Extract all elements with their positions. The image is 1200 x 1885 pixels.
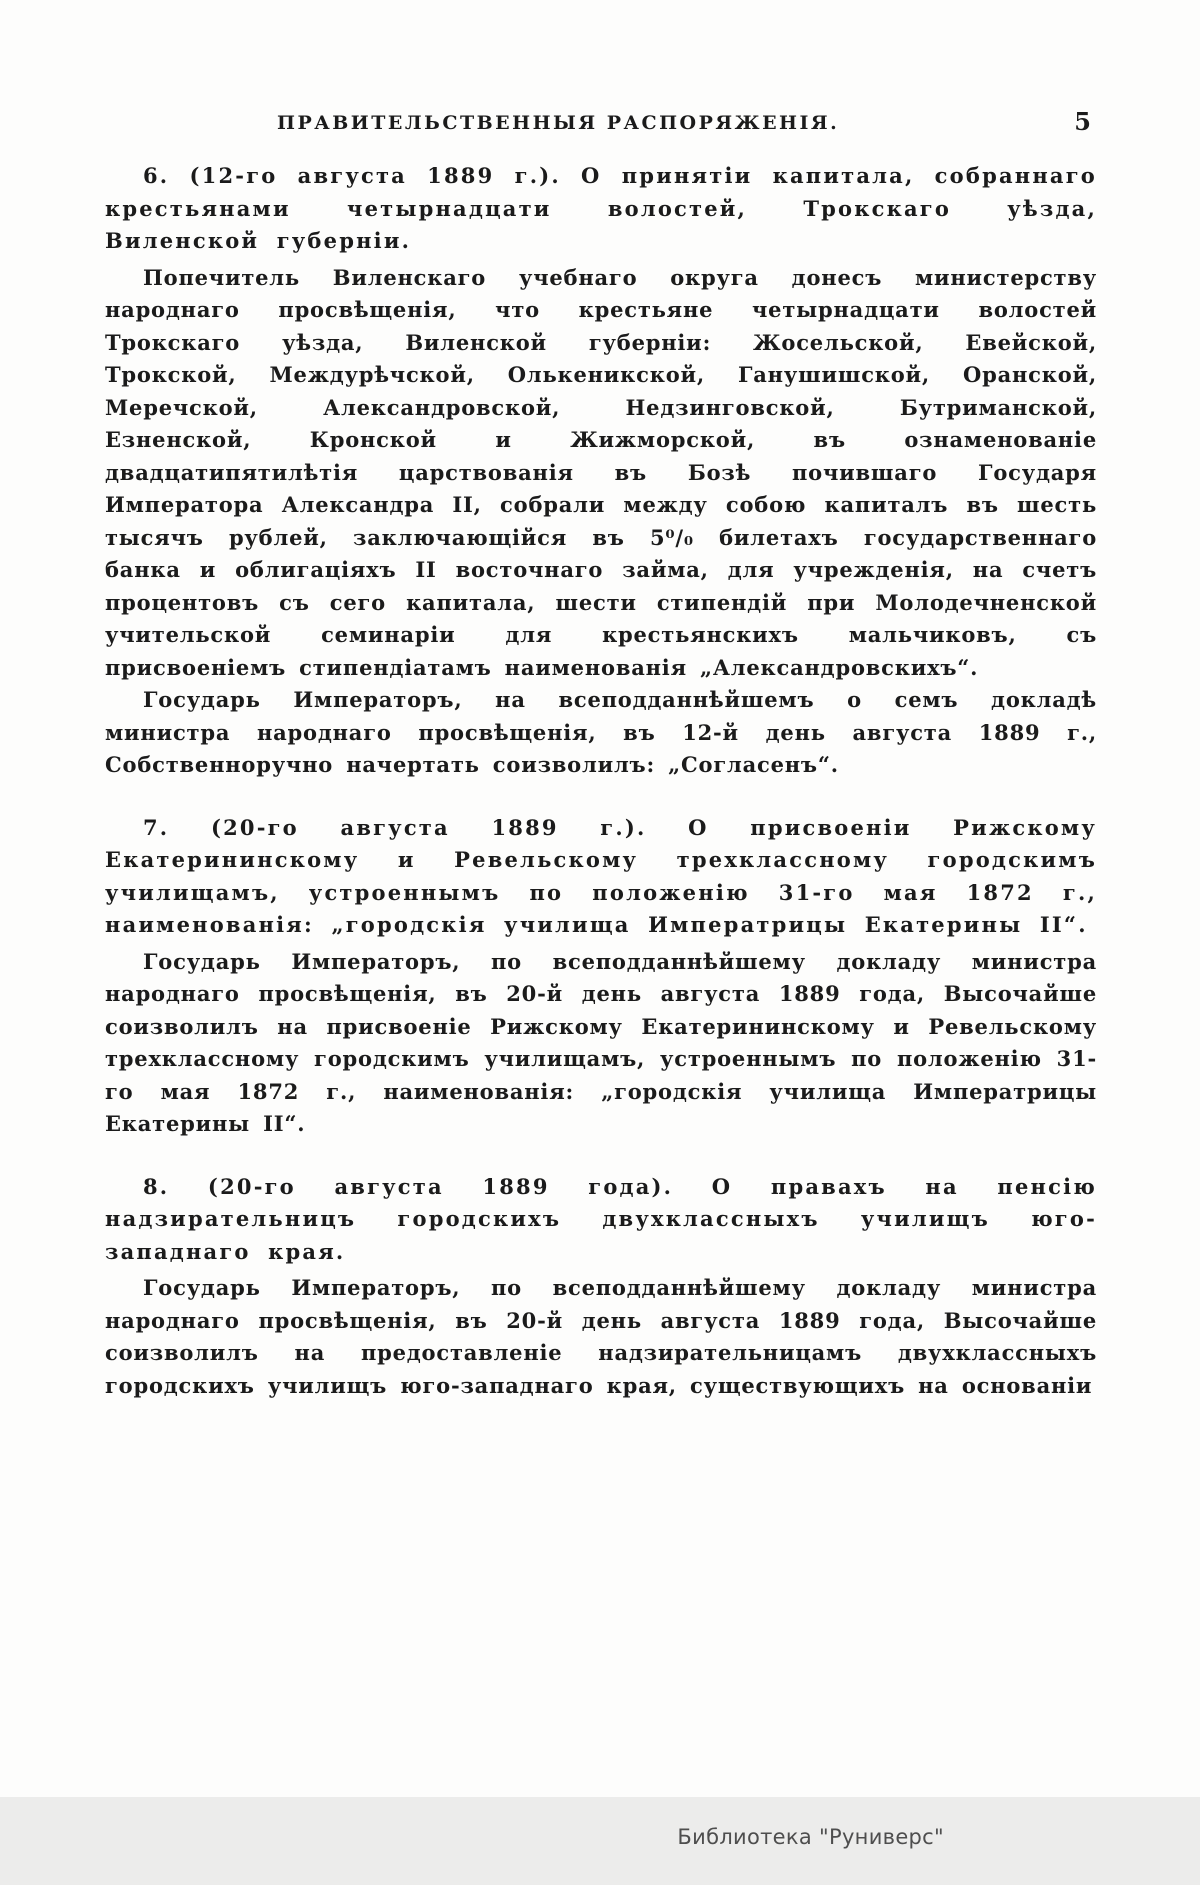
section-7	[105, 812, 1097, 1141]
page-header	[105, 107, 1097, 136]
section-8	[105, 1171, 1097, 1403]
body-paragraph: Государь Императоръ, по всеподданнѣйшему докладу министра народнаго просвѣщенія, въ 20-й день августа 1889 года, Высочайше соизволилъ на предоставленіе надзирательницамъ двухклассныхъ городскихъ училищъ юго-западнаго края, существующихъ на основаніи	[105, 1275, 1097, 1398]
section-heading: 8. (20-го августа 1889 года). О правахъ на пенсію надзирательницъ городскихъ двухклассныхъ училищъ юго-западнаго края.	[105, 1173, 1097, 1264]
section-heading: 6. (12-го августа 1889 г.). О принятіи капитала, собраннаго крестьянами четырнадцати волостей, Трокскаго уѣзда, Виленской губерніи.	[105, 163, 1097, 253]
body-paragraph: Государь Императоръ, на всеподданнѣйшемъ о семъ докладѣ министра народнаго просвѣщенія, въ 12-й день августа 1889 г., Собственноручно начертать соизволилъ: „Согласенъ“.	[105, 687, 1097, 777]
section-6	[105, 160, 1097, 782]
page-number: 5	[1074, 107, 1091, 136]
watermark-text: Библиотека "Руниверс"	[677, 1825, 944, 1849]
section-heading: 7. (20-го августа 1889 г.). О присвоеніи Рижскому Екатерининскому и Ревельскому трехклассному городскимъ училищамъ, устроеннымъ по положенію 31-го мая 1872 г., наименованія: „городскія училища Императрицы Екатерины II“.	[105, 814, 1097, 937]
body-paragraph: Государь Императоръ, по всеподданнѣйшему докладу министра народнаго просвѣщенія, въ 20-й день августа 1889 года, Высочайше соизволилъ на присвоеніе Рижскому Екатерининскому и Ревельскому трехклассному городскимъ училищамъ, устроеннымъ по положенію 31-го мая 1872 г., наименованія: „городскія училища Императрицы Екатерины II“.	[105, 948, 1097, 1136]
footer-watermark-bar	[0, 1797, 1200, 1885]
body-paragraph: Попечитель Виленскаго учебнаго округа донесъ министерству народнаго просвѣщенія, что крестьяне четырнадцати волостей Трокскаго уѣзда, Виленской губерніи: Жосельской, Евейской, Трокской, Междурѣчской, Олькеникской, Ганушишской, Оранской, Меречской, Александровской, Недзинговской, Бутриманской, Езненской, Кронской и Жижморской, въ ознаменованіе двадцатипятилѣтія царствованія въ Бозѣ почившаго Государя Императора Александра II, собрали между собою капиталъ въ шесть тысячъ рублей, заключающійся въ 5⁰/₀ билетахъ государственнаго банка и облигаціяхъ II восточнаго займа, для учрежденія, на счетъ процентовъ съ сего капитала, шести стипендій при Молодечненской учительской семинаріи для крестьянскихъ мальчиковъ, съ присвоеніемъ стипендіатамъ наименованія „Александровскихъ“.	[105, 264, 1097, 680]
running-title: ПРАВИТЕЛЬСТВЕННЫЯ РАСПОРЯЖЕНІЯ.	[277, 112, 840, 134]
page-body	[105, 160, 1097, 1402]
